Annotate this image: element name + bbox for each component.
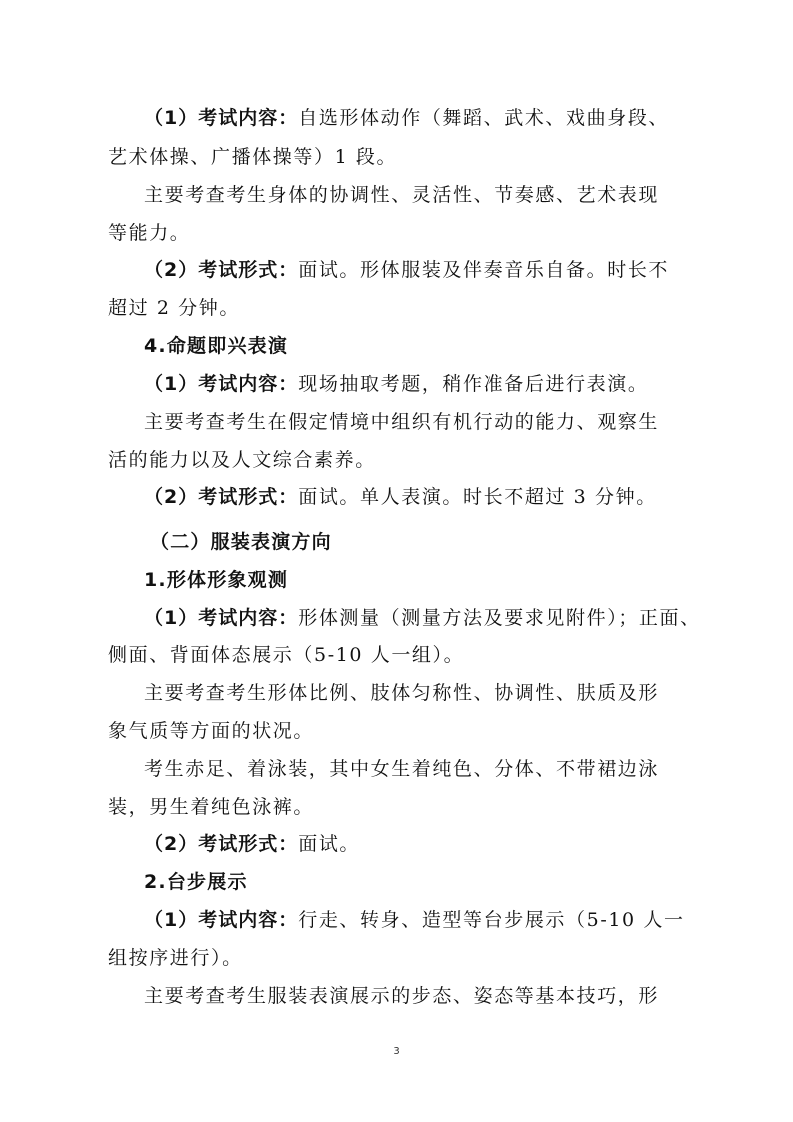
bold-label: （2）考试形式： xyxy=(144,259,299,281)
line-text: 面试。单人表演。时长不超过 3 分钟。 xyxy=(298,486,657,508)
paragraph-line xyxy=(0,183,793,207)
bold-label: （2）考试形式： xyxy=(144,833,299,855)
bold-label: （1）考试内容： xyxy=(144,909,299,931)
bold-label: （1）考试内容： xyxy=(144,607,299,629)
paragraph-line xyxy=(0,372,793,396)
paragraph-line xyxy=(0,795,793,819)
section-heading xyxy=(0,870,793,894)
paragraph-line xyxy=(0,296,793,320)
heading-text: 4.命题即兴表演 xyxy=(144,335,289,357)
paragraph-line xyxy=(0,145,793,169)
line-text: 装，男生着纯色泳裤。 xyxy=(108,796,315,818)
line-text: 自选形体动作（舞蹈、武术、戏曲身段、 xyxy=(298,107,670,129)
line-text: 超过 2 分钟。 xyxy=(108,297,240,319)
paragraph-line xyxy=(0,946,793,970)
section-heading xyxy=(0,568,793,592)
paragraph-line xyxy=(0,606,793,630)
bold-label: （1）考试内容： xyxy=(144,107,299,129)
line-text: 主要考查考生服装表演展示的步态、姿态等基本技巧，形 xyxy=(144,985,660,1007)
line-text: 考生赤足、着泳装，其中女生着纯色、分体、不带裙边泳 xyxy=(144,758,660,780)
line-text: 侧面、背面体态展示（5-10 人一组）。 xyxy=(108,644,465,666)
line-text: 主要考查考生在假定情境中组织有机行动的能力、观察生 xyxy=(144,411,660,433)
line-text: 行走、转身、造型等台步展示（5-10 人一 xyxy=(298,909,685,931)
paragraph-line xyxy=(0,410,793,434)
line-text: 面试。形体服装及伴奏音乐自备。时长不 xyxy=(298,259,670,281)
paragraph-line xyxy=(0,757,793,781)
line-text: 主要考查考生形体比例、肢体匀称性、协调性、肤质及形 xyxy=(144,682,660,704)
line-text: 主要考查考生身体的协调性、灵活性、节奏感、艺术表现 xyxy=(144,184,660,206)
section-heading xyxy=(0,530,793,554)
paragraph-line xyxy=(0,832,793,856)
paragraph-line xyxy=(0,719,793,743)
paragraph-line xyxy=(0,984,793,1008)
line-text: 等能力。 xyxy=(108,222,191,244)
paragraph-line xyxy=(0,643,793,667)
line-text: 艺术体操、广播体操等）1 段。 xyxy=(108,146,398,168)
line-text: 形体测量（测量方法及要求见附件）；正面、 xyxy=(298,607,701,629)
line-text: 组按序进行）。 xyxy=(108,947,243,969)
heading-text: 1.形体形象观测 xyxy=(144,569,289,591)
paragraph-line xyxy=(0,681,793,705)
paragraph-line xyxy=(0,908,793,932)
paragraph-line xyxy=(0,448,793,472)
page-number: 3 xyxy=(393,1046,400,1057)
bold-label: （2）考试形式： xyxy=(144,486,299,508)
paragraph-line xyxy=(0,106,793,130)
line-text: 面试。 xyxy=(298,833,361,855)
line-text: 象气质等方面的状况。 xyxy=(108,720,315,742)
paragraph-line xyxy=(0,485,793,509)
heading-text: （二）服装表演方向 xyxy=(150,531,332,553)
section-heading xyxy=(0,334,793,358)
heading-text: 2.台步展示 xyxy=(144,871,248,893)
bold-label: （1）考试内容： xyxy=(144,373,299,395)
line-text: 活的能力以及人文综合素养。 xyxy=(108,449,376,471)
paragraph-line xyxy=(0,258,793,282)
line-text: 现场抽取考题，稍作准备后进行表演。 xyxy=(298,373,649,395)
paragraph-line xyxy=(0,221,793,245)
